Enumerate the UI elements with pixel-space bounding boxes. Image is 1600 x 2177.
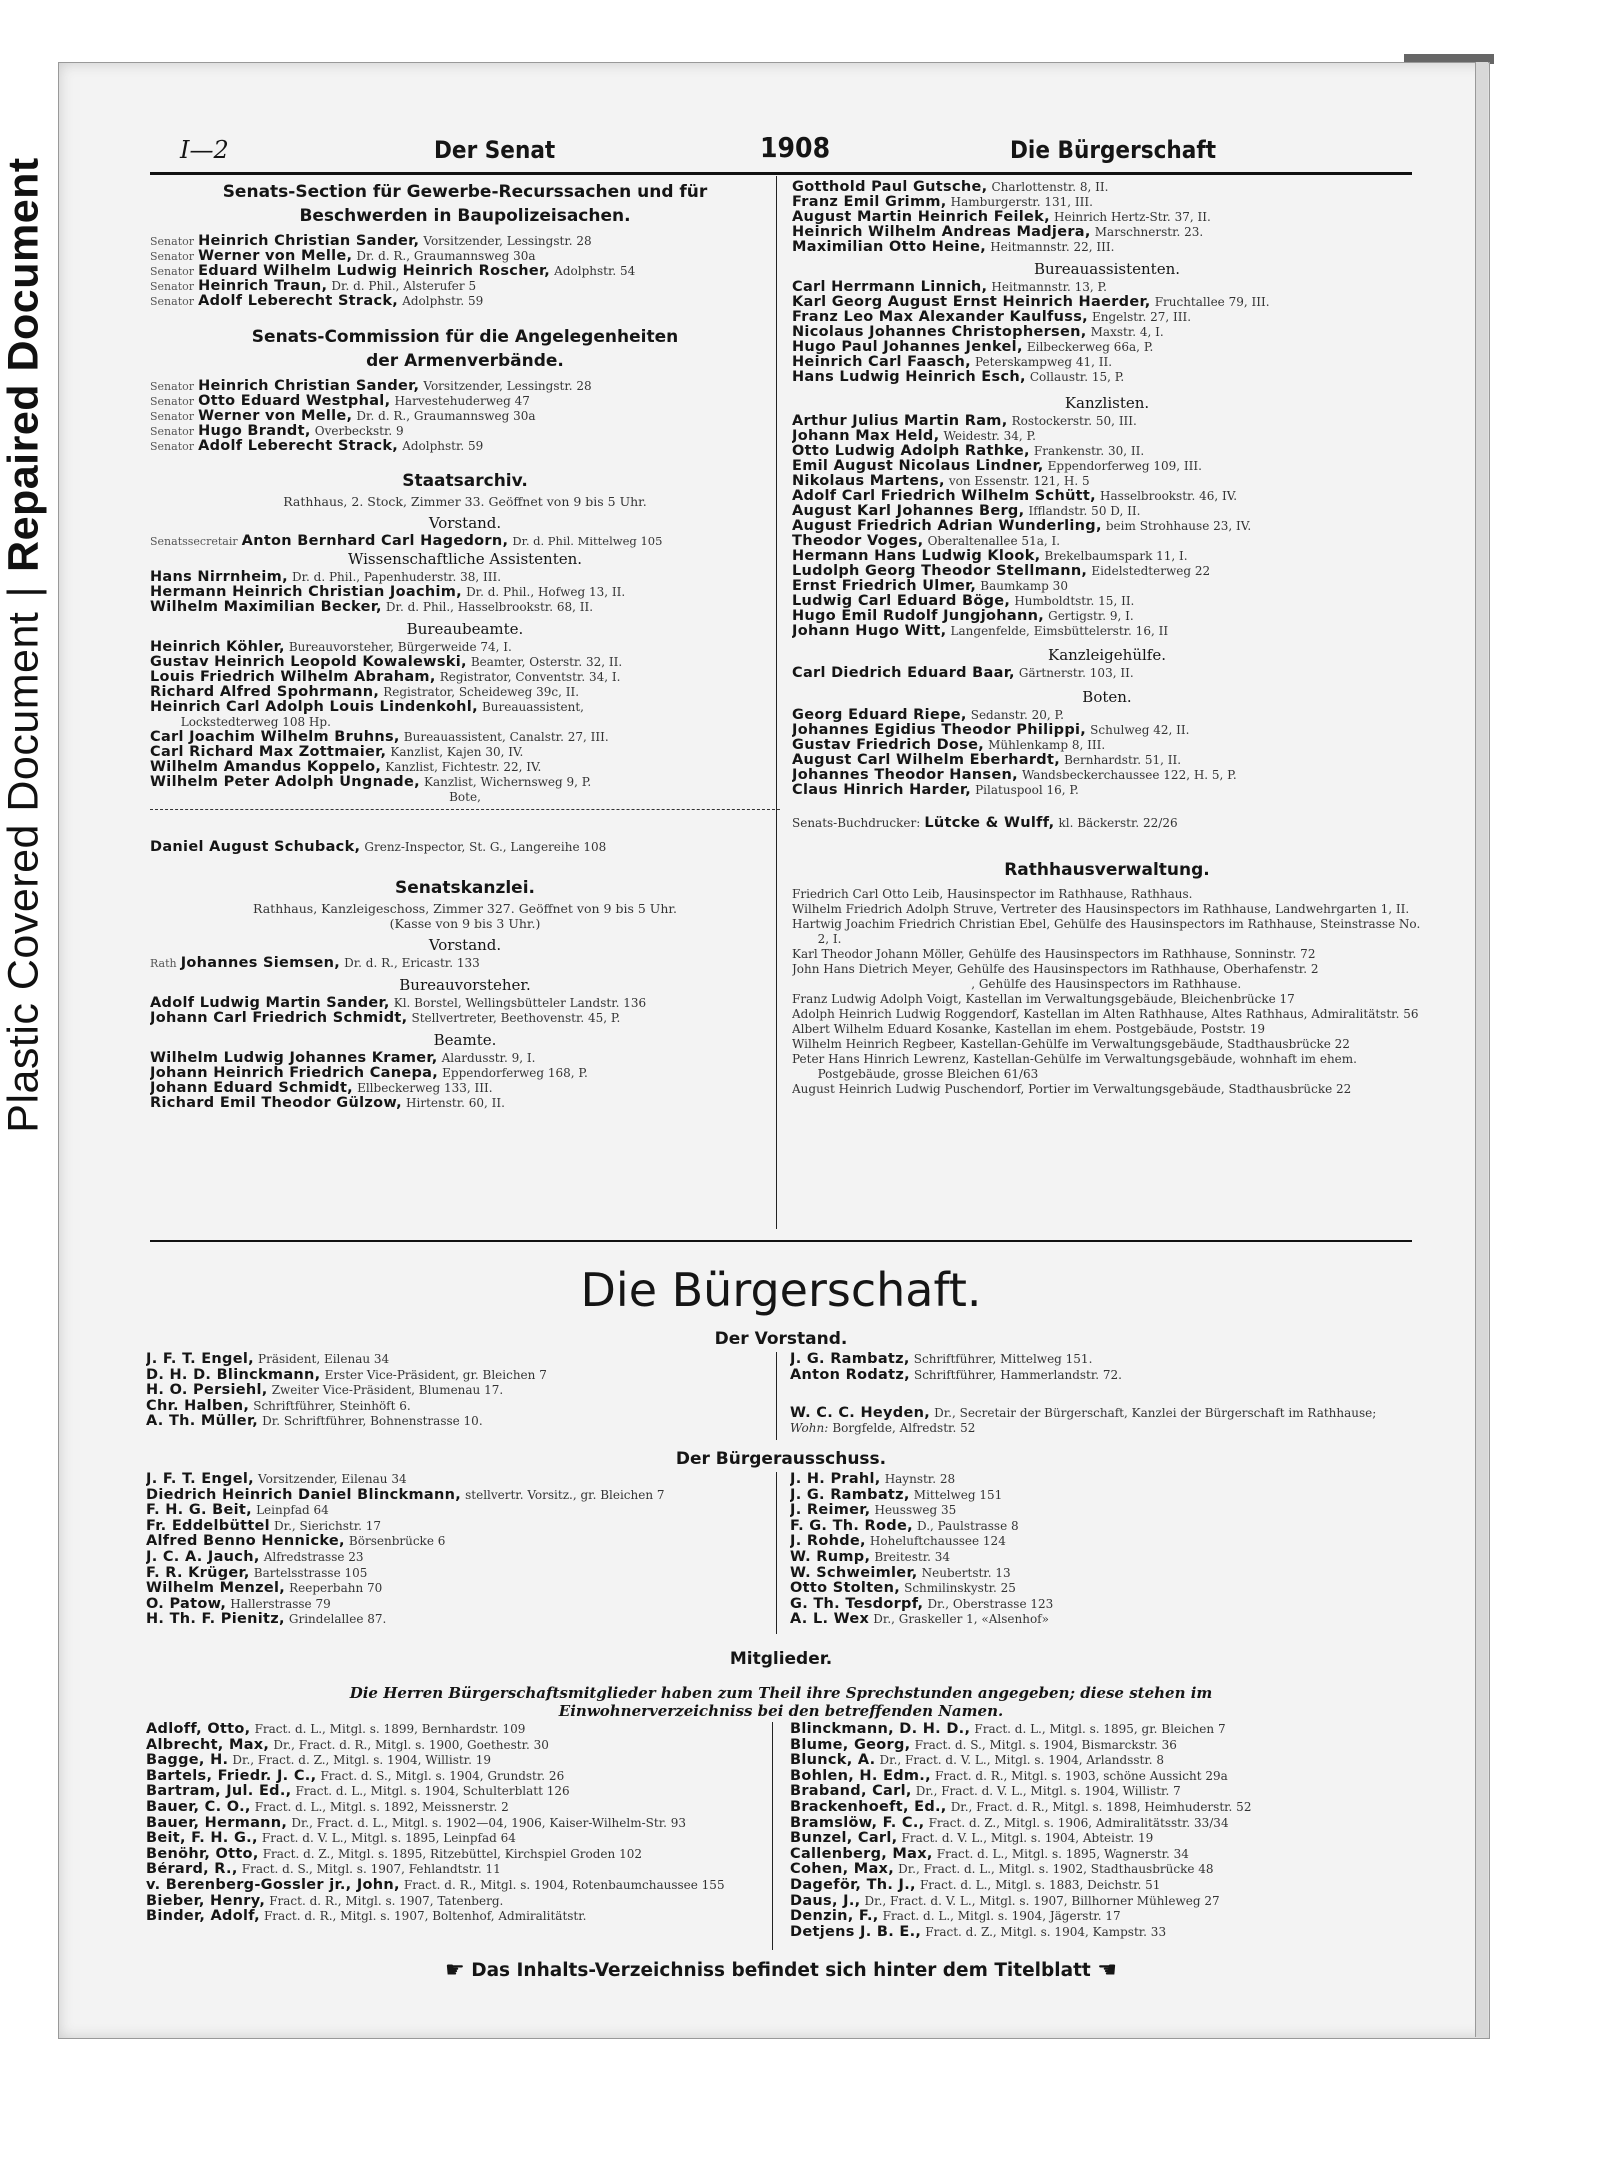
kanzlist-entry: Arthur Julius Martin Ram, Rostockerstr. 50, III. — [792, 414, 1137, 429]
section-rule — [150, 1240, 1412, 1242]
ausschuss-entry: A. L. Wex Dr., Graskeller 1, «Alsenhof» — [790, 1612, 1049, 1628]
beamter-entry: Louis Friedrich Wilhelm Abraham, Registrator, Conventstr. 34, I. — [150, 670, 621, 685]
ausschuss-title: Der Bürgerausschuss. — [675, 1449, 887, 1469]
senator-entry: Senator Adolf Leberecht Strack, Adolphstr. 59 — [150, 294, 484, 309]
senator-entry: Senator Eduard Wilhelm Ludwig Heinrich Roscher, Adolphstr. 54 — [150, 264, 636, 279]
mitglieder-right-list — [790, 1722, 1410, 1940]
staff-entry: Heinrich Wilhelm Andreas Madjera, Marschnerstr. 23. — [792, 225, 1204, 240]
beamter-entry: Carl Joachim Wilhelm Bruhns, Bureauassistent, Canalstr. 27, III. — [150, 730, 609, 745]
senator-entry: Senator Werner von Melle, Dr. d. R., Graumannsweg 30a — [150, 249, 536, 264]
kanzlei-beamte-list — [150, 1051, 780, 1111]
column-divider — [776, 176, 777, 1229]
buchdrucker-entry: Senats-Buchdrucker: Lütcke & Wulff, kl. Bäckerstr. 22/26 — [792, 816, 1178, 831]
kanzlist-entry: Otto Ludwig Adolph Rathke, Frankenstr. 30, II. — [792, 444, 1145, 459]
bureau-entry: Nicolaus Johannes Christophersen, Maxstr. 4, I. — [792, 325, 1164, 340]
senator-entry: Senator Hugo Brandt, Overbeckstr. 9 — [150, 424, 404, 439]
section-title-gewerbe: Senats-Section für Gewerbe-Recurssachen und für Beschwerden in Baupolizeisachen. — [222, 182, 708, 226]
kanzlei-beamte-label: Beamte. — [433, 1031, 497, 1049]
dash-separator — [150, 809, 780, 810]
mitglieder-title: Mitglieder. — [729, 1649, 833, 1669]
bureau-label: Bureauassistenten. — [1033, 260, 1181, 278]
pointing-hand-icon: ☛ — [445, 1958, 465, 1983]
kanzlist-entry: Hermann Hans Ludwig Klook, Brekelbaumspark 11, I. — [792, 549, 1188, 564]
rathhaus-entry: Hartwig Joachim Friedrich Christian Ebel, Gehülfe des Hausinspectors im Rathhause, Steinstrasse No. 2, I. — [792, 917, 1421, 946]
ausschuss-entry: H. Th. F. Pienitz, Grindelallee 87. — [146, 1612, 387, 1628]
vorstand-divider — [776, 1352, 777, 1440]
assistenten-list — [150, 570, 780, 615]
rathhaus-entry: Franz Ludwig Adolph Voigt, Kastellan im Verwaltungsgebäude, Bleichenbrücke 17 — [792, 992, 1295, 1006]
buergerschaft-title: Die Bürgerschaft. — [580, 1263, 982, 1317]
sidebar-top-label: Repaired Document — [0, 157, 48, 572]
bote-entry: Georg Eduard Riepe, Sedanstr. 20, P. — [792, 708, 1064, 723]
ausschuss-entry: J. H. Prahl, Haynstr. 28 — [790, 1472, 956, 1487]
beamter-entry: Carl Richard Max Zottmaier, Kanzlist, Kajen 30, IV. — [150, 745, 524, 760]
vorstand-entry: J. G. Rambatz, Schriftführer, Mittelweg 151. — [790, 1352, 1093, 1367]
kanzlisten-list — [792, 414, 1422, 639]
bureau-entry: Heinrich Carl Faasch, Peterskampweg 41, II. — [792, 355, 1113, 370]
sidebar-label — [0, 100, 49, 1190]
bureau-entry: Hans Ludwig Heinrich Esch, Collaustr. 15, P. — [792, 370, 1125, 385]
mitglieder-left-list — [146, 1722, 766, 1925]
vorstand-entry: J. F. T. Engel, Präsident, Eilenau 34 — [146, 1352, 390, 1367]
rathhaus-entry: Wilhelm Friedrich Adolph Struve, Vertreter des Hausinspectors im Rathhause, Landwehrgarten 1, II. — [792, 902, 1410, 916]
kanzlei-note-2: (Kasse von 9 bis 3 Uhr.) — [389, 916, 541, 931]
staatsarchiv-assist-label: Wissenschaftliche Assistenten. — [347, 550, 583, 568]
section-title-armen: Senats-Commission für die Angelegenheiten der Armenverbände. — [251, 327, 679, 371]
mitglied-entry: Bunzel, Carl, Fract. d. V. L., Mitgl. s. 1904, Abteistr. 19 — [790, 1831, 1154, 1847]
mitglied-entry: Detjens J. B. E., Fract. d. Z., Mitgl. s. 1904, Kampstr. 33 — [790, 1924, 1167, 1940]
sidebar-separator: | — [0, 585, 48, 598]
staatsarchiv-vorstand-label: Vorstand. — [428, 514, 502, 532]
gewerbe-list — [150, 234, 780, 309]
mitglied-entry: Bagge, H. Dr., Fract. d. Z., Mitgl. s. 1904, Willistr. 19 — [146, 1753, 491, 1769]
mitglieder-divider — [772, 1722, 773, 1950]
mitglied-entry: Adloff, Otto, Fract. d. L., Mitgl. s. 1899, Bernhardstr. 109 — [146, 1722, 526, 1737]
header-left-title: Der Senat — [434, 136, 556, 164]
kanzlist-entry: Ludwig Carl Eduard Böge, Humboldtstr. 15, II. — [792, 594, 1135, 609]
vorstand-entry: Anton Rodatz, Schriftführer, Hammerlandstr. 72. — [790, 1367, 1122, 1383]
vorstand-entry: A. Th. Müller, Dr. Schriftführer, Bohnenstrasse 10. — [146, 1414, 483, 1430]
kanzlist-entry: August Friedrich Adrian Wunderling, beim Strohhause 23, IV. — [792, 519, 1252, 534]
mitglied-entry: Beit, F. H. G., Fract. d. V. L., Mitgl. s. 1895, Leinpfad 64 — [146, 1831, 516, 1847]
ausschuss-entry: W. Schweimler, Neubertstr. 13 — [790, 1565, 1011, 1581]
ausschuss-entry: G. Th. Tesdorpf, Dr., Oberstrasse 123 — [790, 1596, 1054, 1612]
right-column — [792, 176, 1422, 1097]
mitglied-entry: Binder, Adolf, Fract. d. R., Mitgl. s. 1907, Boltenhof, Admiralitätstr. — [146, 1909, 587, 1925]
beamter-entry: Richard Alfred Spohrmann, Registrator, Scheideweg 39c, II. — [150, 685, 580, 700]
bureau-list — [792, 280, 1422, 385]
rathhaus-entry: Karl Theodor Johann Möller, Gehülfe des Hausinspectors im Rathhause, Sonninstr. 72 — [792, 947, 1316, 961]
mitglied-entry: Bartels, Friedr. J. C., Fract. d. S., Mitgl. s. 1904, Grundstr. 26 — [146, 1768, 565, 1784]
mitglied-entry: Bieber, Henry, Fract. d. R., Mitgl. s. 1907, Tatenberg. — [146, 1893, 504, 1909]
rathhaus-list — [792, 887, 1422, 1097]
mitglied-entry: Brackenhoeft, Ed., Dr., Fract. d. R., Mitgl. s. 1898, Heimhuderstr. 52 — [790, 1799, 1252, 1815]
boten-list — [792, 708, 1422, 798]
ausschuss-entry: Otto Stolten, Schmilinskystr. 25 — [790, 1581, 1016, 1597]
vorstand-entry: H. O. Persiehl, Zweiter Vice-Präsident, Blumenau 17. — [146, 1383, 504, 1399]
rathhaus-entry: John Hans Dietrich Meyer, Gehülfe des Hausinspectors im Rathhause, Oberhafenstr. 2 — [792, 962, 1319, 976]
vorstand-right-list — [790, 1352, 1410, 1383]
mitglied-entry: Bramslöw, F. C., Fract. d. Z., Mitgl. s. 1906, Admiralitätsstr. 33/34 — [790, 1815, 1229, 1831]
mitglied-entry: Benöhr, Otto, Fract. d. Z., Mitgl. s. 1895, Ritzebüttel, Kirchspiel Groden 102 — [146, 1846, 642, 1862]
beamter-entry: Wilhelm Peter Adolph Ungnade, Kanzlist, Wichernsweg 9, P. — [150, 775, 592, 790]
kanzlist-entry: Johann Hugo Witt, Langenfelde, Eimsbüttelerstr. 16, II — [792, 624, 1169, 639]
ausschuss-entry: F. G. Th. Rode, D., Paulstrasse 8 — [790, 1518, 1019, 1534]
page-edge — [1475, 62, 1488, 2037]
staatsarchiv-vorstand: Senatssecretair Anton Bernhard Carl Hagedorn, Dr. d. Phil. Mittelweg 105 — [150, 534, 663, 549]
mitglied-entry: Blume, Georg, Fract. d. S., Mitgl. s. 1904, Bismarckstr. 36 — [790, 1737, 1177, 1753]
staatsarchiv-note: Rathhaus, 2. Stock, Zimmer 33. Geöffnet von 9 bis 5 Uhr. — [283, 494, 647, 509]
kanzlist-entry: August Karl Johannes Berg, Ifflandstr. 50 D, II. — [792, 504, 1141, 519]
rathhaus-entry: Wilhelm Heinrich Regbeer, Kastellan-Gehülfe im Verwaltungsgebäude, Stadthausbrücke 22 — [792, 1037, 1350, 1051]
left-column — [150, 176, 780, 1111]
assistent-entry: Hermann Heinrich Christian Joachim, Dr. d. Phil., Hofweg 13, II. — [150, 585, 626, 600]
bote-line: Bote, — [449, 790, 481, 804]
beamter-entry: Wilhelm Amandus Koppelo, Kanzlist, Fichtestr. 22, IV. — [150, 760, 542, 775]
grenz-inspector: Daniel August Schuback, Grenz-Inspector, St. G., Langereihe 108 — [150, 840, 607, 855]
staatsarchiv-beamte-label: Bureaubeamte. — [406, 620, 524, 638]
mitglied-entry: v. Berenberg-Gossler jr., John, Fract. d. R., Mitgl. s. 1904, Rotenbaumchaussee 155 — [146, 1877, 725, 1893]
assistent-entry: Wilhelm Maximilian Becker, Dr. d. Phil., Hasselbrookstr. 68, II. — [150, 600, 594, 615]
boten-label: Boten. — [1082, 688, 1132, 706]
mitglied-entry: Bauer, C. O., Fract. d. L., Mitgl. s. 1892, Meissnerstr. 2 — [146, 1799, 509, 1815]
mitglied-entry: Braband, Carl, Dr., Fract. d. V. L., Mitgl. s. 1904, Willistr. 7 — [790, 1784, 1181, 1800]
ausschuss-entry: Wilhelm Menzel, Reeperbahn 70 — [146, 1581, 383, 1597]
staff-entry: Maximilian Otto Heine, Heitmannstr. 22, III. — [792, 240, 1115, 255]
gehuelfe-label: Kanzleigehülfe. — [1048, 646, 1166, 664]
ausschuss-entry: J. Reimer, Heussweg 35 — [790, 1503, 957, 1519]
kanzlist-entry: Theodor Voges, Oberaltenallee 51a, I. — [792, 534, 1061, 549]
senator-entry: Senator Adolf Leberecht Strack, Adolphstr. 59 — [150, 439, 484, 454]
kanzlist-entry: Ludolph Georg Theodor Stellmann, Eidelstedterweg 22 — [792, 564, 1211, 579]
kanzlist-entry: Johann Max Held, Weidestr. 34, P. — [792, 429, 1036, 444]
right-top-list — [792, 180, 1422, 255]
ausschuss-entry: J. C. A. Jauch, Alfredstrasse 23 — [146, 1549, 364, 1565]
ausschuss-left-list — [146, 1472, 766, 1628]
staff-entry: Franz Emil Grimm, Hamburgerstr. 131, III. — [792, 195, 1093, 210]
section-title-rathhaus: Rathhausverwaltung. — [1004, 860, 1210, 880]
assistent-entry: Hans Nirrnheim, Dr. d. Phil., Papenhuderstr. 38, III. — [150, 570, 502, 585]
page-header — [120, 120, 1420, 166]
bote-entry: Johannes Theodor Hansen, Wandsbeckerchaussee 122, H. 5, P. — [792, 768, 1237, 783]
senator-entry: Senator Heinrich Christian Sander, Vorsitzender, Lessingstr. 28 — [150, 234, 592, 249]
ausschuss-divider — [776, 1472, 777, 1634]
vorstand-entry: Chr. Halben, Schriftführer, Steinhöft 6. — [146, 1398, 411, 1414]
page-number: I—2 — [180, 136, 229, 164]
header-year: 1908 — [760, 131, 831, 164]
senator-entry: Senator Heinrich Christian Sander, Vorsitzender, Lessingstr. 28 — [150, 379, 592, 394]
mitglieder-notice: Die Herren Bürgerschaftsmitglieder haben zum Theil ihre Sprechstunden angegeben; diese stehen im Einwohnerverzeichniss bei den betreffenden Namen. — [349, 1684, 1213, 1720]
mitglied-entry: Dageför, Th. J., Fract. d. L., Mitgl. s. 1883, Deichstr. 51 — [790, 1877, 1161, 1893]
index-notice: ☛ Das Inhalts-Verzeichniss befindet sich hinter dem Titelblatt ☚ — [445, 1958, 1117, 1983]
section-title-kanzlei: Senatskanzlei. — [394, 878, 535, 898]
mitglied-entry: Bohlen, H. Edm., Fract. d. R., Mitgl. s. 1903, schöne Aussicht 29a — [790, 1768, 1228, 1784]
vorstand-left-list — [146, 1352, 766, 1430]
bureau-entry: Hugo Paul Johannes Jenkel, Eilbeckerweg 66a, P. — [792, 340, 1154, 355]
rathhaus-entry: August Heinrich Ludwig Puschendorf, Portier im Verwaltungsgebäude, Stadthausbrücke 22 — [792, 1082, 1352, 1096]
kanzlist-entry: Ernst Friedrich Ulmer, Baumkamp 30 — [792, 579, 1068, 594]
beamter-entry: Wilhelm Ludwig Johannes Kramer, Alardusstr. 9, I. — [150, 1051, 536, 1066]
heyden-entry: W. C. C. Heyden, Dr., Secretair der Bürgerschaft, Kanzlei der Bürgerschaft im Rathhause; Wohn: Borgfelde, Alfredstr. 52 — [790, 1405, 1377, 1435]
mitglied-entry: Bartram, Jul. Ed., Fract. d. L., Mitgl. s. 1904, Schulterblatt 126 — [146, 1784, 570, 1800]
kanzlist-entry: Adolf Carl Friedrich Wilhelm Schütt, Hasselbrookstr. 46, IV. — [792, 489, 1238, 504]
bureauvorsteher-entry: Adolf Ludwig Martin Sander, Kl. Borstel, Wellingsbütteler Landstr. 136 — [150, 996, 647, 1011]
staff-entry: Gotthold Paul Gutsche, Charlottenstr. 8, II. — [792, 180, 1109, 195]
senator-entry: Senator Werner von Melle, Dr. d. R., Graumannsweg 30a — [150, 409, 536, 424]
senator-entry: Senator Otto Eduard Westphal, Harvestehuderweg 47 — [150, 394, 530, 409]
beamter-entry: Lockstedterweg 108 Hp. — [180, 715, 331, 729]
beamter-entry: Heinrich Köhler, Bureauvorsteher, Bürgerweide 74, I. — [150, 640, 512, 655]
header-rule — [150, 172, 1412, 175]
beamter-entry: Richard Emil Theodor Gülzow, Hirtenstr. 60, II. — [150, 1096, 505, 1111]
armen-list — [150, 379, 780, 454]
section-title-staatsarchiv: Staatsarchiv. — [402, 471, 528, 491]
bureau-entry: Franz Leo Max Alexander Kaulfuss, Engelstr. 27, III. — [792, 310, 1192, 325]
ausschuss-entry: O. Patow, Hallerstrasse 79 — [146, 1596, 331, 1612]
rathhaus-entry: Peter Hans Hinrich Lewrenz, Kastellan-Gehülfe im Verwaltungsgebäude, wohnhaft im ehem. Postgebäude, grosse Bleichen 61/63 — [792, 1052, 1357, 1081]
kanzlist-entry: Nikolaus Martens, von Essenstr. 121, H. 5 — [792, 474, 1090, 489]
mitglied-entry: Cohen, Max, Dr., Fract. d. L., Mitgl. s. 1902, Stadthausbrücke 48 — [790, 1862, 1214, 1878]
ausschuss-entry: Alfred Benno Hennicke, Börsenbrücke 6 — [146, 1534, 446, 1550]
ausschuss-entry: F. H. G. Beit, Leinpfad 64 — [146, 1503, 329, 1519]
header-right-title: Die Bürgerschaft — [1010, 136, 1217, 164]
ausschuss-entry: Fr. Eddelbüttel Dr., Sierichstr. 17 — [146, 1518, 382, 1534]
mitglied-entry: Blunck, A. Dr., Fract. d. V. L., Mitgl. s. 1904, Arlandsstr. 8 — [790, 1753, 1165, 1769]
vorstand-entry: D. H. D. Blinckmann, Erster Vice-Präsident, gr. Bleichen 7 — [146, 1367, 547, 1383]
archiv-beamte-list — [150, 640, 780, 790]
mitglied-entry: Bauer, Hermann, Dr., Fract. d. L., Mitgl. s. 1902—04, 1906, Kaiser-Wilhelm-Str. 93 — [146, 1815, 687, 1831]
beamter-entry: Johann Eduard Schmidt, Ellbeckerweg 133, III. — [150, 1081, 493, 1096]
rathhaus-vacant-entry: , Gehülfe des Hausinspectors im Rathhause. — [971, 977, 1242, 991]
bote-entry: Gustav Friedrich Dose, Mühlenkamp 8, III. — [792, 738, 1106, 753]
bureauvorsteher-entry: Johann Carl Friedrich Schmidt, Stellvertreter, Beethovenstr. 45, P. — [150, 1011, 621, 1026]
bureau-entry: Carl Herrmann Linnich, Heitmannstr. 13, P. — [792, 280, 1107, 295]
ausschuss-entry: J. Rohde, Hoheluftchaussee 124 — [790, 1534, 1006, 1550]
ausschuss-entry: Diedrich Heinrich Daniel Blinckmann, stellvertr. Vorsitz., gr. Bleichen 7 — [146, 1487, 665, 1503]
kanzlei-bv-label: Bureauvorsteher. — [399, 976, 531, 994]
senator-entry: Senator Heinrich Traun, Dr. d. Phil., Alsterufer 5 — [150, 279, 477, 294]
kanzlei-note-1: Rathhaus, Kanzleigeschoss, Zimmer 327. Geöffnet von 9 bis 5 Uhr. — [253, 901, 677, 916]
staff-entry: August Martin Heinrich Feilek, Heinrich Hertz-Str. 37, II. — [792, 210, 1211, 225]
bureau-entry: Karl Georg August Ernst Heinrich Haerder, Fruchtallee 79, III. — [792, 295, 1270, 310]
sidebar-bottom-label: Plastic Covered Document — [0, 611, 48, 1133]
pointing-hand-left-icon: ☚ — [1097, 1958, 1117, 1983]
mitglied-entry: Daus, J., Dr., Fract. d. V. L., Mitgl. s. 1907, Billhorner Mühleweg 27 — [790, 1893, 1220, 1909]
mitglied-entry: Callenberg, Max, Fract. d. L., Mitgl. s. 1895, Wagnerstr. 34 — [790, 1846, 1189, 1862]
ausschuss-right-list — [790, 1472, 1410, 1628]
ausschuss-entry: J. F. T. Engel, Vorsitzender, Eilenau 34 — [146, 1472, 407, 1487]
bureauvorsteher-list — [150, 996, 780, 1026]
ausschuss-entry: F. R. Krüger, Bartelsstrasse 105 — [146, 1565, 368, 1581]
rathhaus-entry: Adolph Heinrich Ludwig Roggendorf, Kastellan im Alten Rathhause, Altes Rathhaus, Admiralitätstr. 56 — [792, 1007, 1419, 1021]
beamter-entry: Johann Heinrich Friedrich Canepa, Eppendorferweg 168, P. — [150, 1066, 588, 1081]
vorstand-title: Der Vorstand. — [714, 1329, 848, 1349]
ausschuss-entry: J. G. Rambatz, Mittelweg 151 — [790, 1487, 1003, 1503]
kanzlisten-label: Kanzlisten. — [1064, 394, 1150, 412]
rathhaus-entry: Friedrich Carl Otto Leib, Hausinspector im Rathhause, Rathhaus. — [792, 887, 1193, 901]
mitglied-entry: Denzin, F., Fract. d. L., Mitgl. s. 1904, Jägerstr. 17 — [790, 1909, 1121, 1925]
kanzlei-vorstand: Rath Johannes Siemsen, Dr. d. R., Ericastr. 133 — [150, 956, 480, 971]
beamter-entry: Heinrich Carl Adolph Louis Lindenkohl, Bureauassistent, — [150, 700, 584, 715]
bote-entry: August Carl Wilhelm Eberhardt, Bernhardstr. 51, II. — [792, 753, 1182, 768]
rathhaus-entry: Albert Wilhelm Eduard Kosanke, Kastellan im ehem. Postgebäude, Poststr. 19 — [792, 1022, 1265, 1036]
kanzlei-vorstand-label: Vorstand. — [428, 936, 502, 954]
mitglied-entry: Albrecht, Max, Dr., Fract. d. R., Mitgl. s. 1900, Goethestr. 30 — [146, 1737, 549, 1753]
bote-entry: Claus Hinrich Harder, Pilatuspool 16, P. — [792, 783, 1079, 798]
document-sidebar — [0, 100, 48, 1190]
kanzlist-entry: Hugo Emil Rudolf Jungjohann, Gertigstr. 9, I. — [792, 609, 1134, 624]
beamter-entry: Gustav Heinrich Leopold Kowalewski, Beamter, Osterstr. 32, II. — [150, 655, 623, 670]
mitglied-entry: Bérard, R., Fract. d. S., Mitgl. s. 1907, Fehlandtstr. 11 — [146, 1862, 501, 1878]
mitglied-entry: Blinckmann, D. H. D., Fract. d. L., Mitgl. s. 1895, gr. Bleichen 7 — [790, 1722, 1226, 1737]
kanzlist-entry: Emil August Nicolaus Lindner, Eppendorferweg 109, III. — [792, 459, 1202, 474]
gehuelfe-entry: Carl Diedrich Eduard Baar, Gärtnerstr. 103, II. — [792, 666, 1134, 681]
bote-entry: Johannes Egidius Theodor Philippi, Schulweg 42, II. — [792, 723, 1190, 738]
ausschuss-entry: W. Rump, Breitestr. 34 — [790, 1549, 951, 1565]
